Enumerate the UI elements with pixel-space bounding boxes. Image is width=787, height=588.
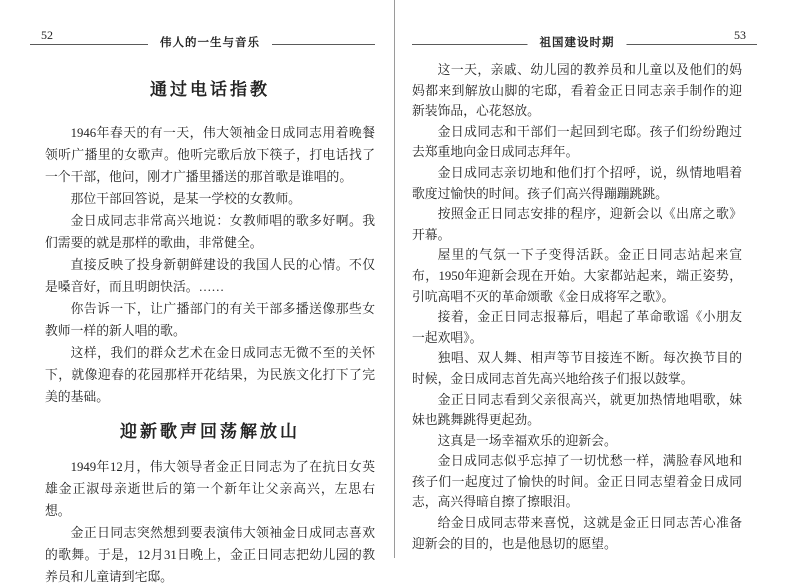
running-title: 伟人的一生与音乐 — [148, 35, 272, 52]
right-page-header — [412, 0, 746, 54]
body-paragraph: 这真是一场幸福欢乐的迎新会。 — [437, 433, 617, 448]
section-body — [45, 456, 375, 588]
body-paragraph: 1946年春天的有一天，伟大领袖金日成同志用着晚餐领听广播里的女歌声。他听完歌后放下筷子，打电话找了一个干部，他问，刚才广播里播送的那首歌是谁唱的。 — [45, 126, 375, 184]
body-paragraph: 金日成同志非常高兴地说：女教师唱的歌多好啊。我们需要的就是那样的歌曲，非常健全。 — [45, 214, 375, 250]
body-paragraph: 直接反映了投身新朝鲜建设的我国人民的心情。不仅是嗓音好，而且明朗快活。…… — [45, 258, 375, 294]
running-title: 祖国建设时期 — [528, 35, 627, 52]
left-page-header — [41, 0, 375, 54]
body-paragraph: 这样，我们的群众艺术在金日成同志无微不至的关怀下，就像迎春的花园那样开花结果，为民族文化打下了完美的基础。 — [45, 346, 375, 404]
body-paragraph: 你告诉一下，让广播部门的有关干部多播送像那些女教师一样的新人唱的歌。 — [45, 302, 375, 338]
section-heading: 迎新歌声回荡解放山 — [120, 422, 300, 441]
section-body — [45, 122, 375, 408]
page-body — [412, 60, 742, 554]
body-paragraph: 给金日成同志带来喜悦，这就是金正日同志苦心准备迎新会的目的，也是他恳切的愿望。 — [412, 516, 742, 551]
body-paragraph: 金正日同志看到父亲很高兴，就更加热情地唱歌，妹妹也跳舞跳得更起劲。 — [412, 392, 742, 428]
page-number: 52 — [41, 28, 53, 42]
left-page — [0, 0, 394, 584]
body-paragraph: 这一天，亲戚、幼儿园的教养员和儿童以及他们的妈妈都来到解放山脚的宅邸，看着金正日同志亲手制作的迎新装饰品，心花怒放。 — [412, 63, 742, 119]
body-paragraph: 1949年12月，伟大领导者金正日同志为了在抗日女英雄金正淑母亲逝世后的第一个新年让父亲高兴，左思右想。 — [45, 460, 375, 518]
right-page — [394, 0, 787, 558]
body-paragraph: 金正日同志突然想到要表演伟大领袖金日成同志喜欢的歌舞。于是，12月31日晚上，金正日同志把幼儿园的教养员和儿童请到宅邸。 — [45, 526, 375, 584]
body-paragraph: 金日成同志亲切地和他们打个招呼，说，纵情地唱着歌度过愉快的时间。孩子们高兴得蹦蹦跳跳。 — [412, 165, 742, 201]
page-number: 53 — [734, 28, 746, 42]
section-heading: 通过电话指教 — [150, 80, 270, 99]
body-paragraph: 屋里的气氛一下子变得活跃。金正日同志站起来宣布，1950年迎新会现在开始。大家都站起来，端正姿势，引吭高唱不灭的革命颂歌《金日成将军之歌》。 — [412, 248, 742, 304]
body-paragraph: 金日成同志和干部们一起回到宅邸。孩子们纷纷跑过去郑重地向金日成同志拜年。 — [412, 124, 742, 160]
body-paragraph: 接着，金正日同志报幕后，唱起了革命歌谣《小朋友一起欢唱》。 — [412, 310, 742, 345]
body-paragraph: 金日成同志似乎忘掉了一切忧愁一样，满脸春风地和孩子们一起度过了愉快的时间。金正日同志望着金日成同志，高兴得暗自擦了擦眼泪。 — [412, 454, 742, 510]
body-paragraph: 按照金正日同志安排的程序，迎新会以《出席之歌》开幕。 — [412, 207, 742, 242]
body-paragraph: 独唱、双人舞、相声等节目接连不断。每次换节目的时候，金日成同志首先高兴地给孩子们报以鼓掌。 — [412, 351, 742, 386]
body-paragraph: 那位干部回答说，是某一学校的女教师。 — [70, 192, 301, 206]
